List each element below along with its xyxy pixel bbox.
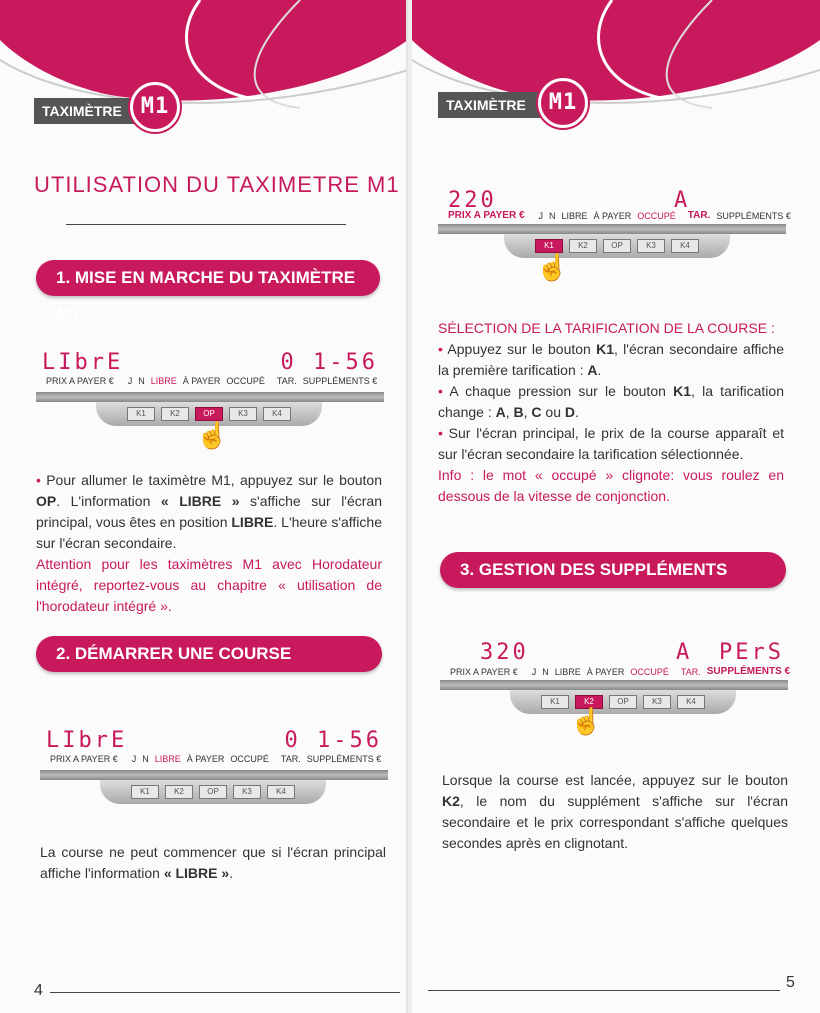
b2-c: C (531, 404, 542, 420)
meter-labels (46, 376, 378, 386)
label-apayer: À PAYER (182, 376, 221, 386)
label-tar: TAR. (687, 210, 711, 221)
b2-a: A (495, 404, 506, 420)
key-k3[interactable]: K3 (229, 407, 257, 421)
keypad (100, 780, 326, 804)
paragraph-3 (442, 770, 788, 854)
section-2-heading: 2. DÉMARRER UNE COURSE (36, 636, 382, 672)
label-occupe: OCCUPÉ (230, 754, 269, 764)
key-k1[interactable]: K1 (535, 239, 563, 253)
paragraph-1 (36, 470, 382, 617)
label-occupe: OCCUPÉ (637, 211, 676, 221)
meter-rail (438, 224, 786, 234)
secondary-screen: 0 1-56 (280, 350, 378, 375)
key-k2[interactable]: K2 (165, 785, 193, 799)
keypad (510, 690, 736, 714)
main-screen: LIbrE (46, 728, 128, 753)
label-apayer: À PAYER (186, 754, 225, 764)
label-j: J (127, 376, 133, 386)
label-supp: SUPPLÉMENTS € (716, 211, 791, 221)
label-prix: PRIX A PAYER € (448, 210, 525, 221)
meter-display-4 (440, 640, 791, 736)
key-k4[interactable]: K4 (677, 695, 705, 709)
p2-libre: « LIBRE » (163, 865, 230, 881)
key-op[interactable]: OP (195, 407, 223, 421)
logo-text: M1 (140, 94, 170, 119)
meter-labels (448, 210, 791, 221)
meter-labels (50, 754, 382, 764)
secondary-screen: A (676, 640, 693, 665)
main-screen: LIbrE (42, 350, 124, 375)
label-occupe: OCCUPÉ (630, 667, 669, 677)
key-k1[interactable]: K1 (131, 785, 159, 799)
label-libre: LIBRE (150, 376, 177, 386)
key-k1[interactable]: K1 (541, 695, 569, 709)
secondary-screen: A (674, 188, 691, 213)
tarification-heading: SÉLECTION DE LA TARIFICATION DE LA COURSE : (438, 320, 775, 336)
label-prix: PRIX A PAYER € (450, 667, 518, 677)
label-j: J (131, 754, 137, 764)
brand-label: TAXIMÈTRE (438, 92, 566, 118)
meter-rail (440, 680, 788, 690)
meter-rail (36, 392, 384, 402)
key-k1[interactable]: K1 (127, 407, 155, 421)
bullet-icon: • (36, 472, 47, 488)
label-libre: LIBRE (154, 754, 181, 764)
key-k3[interactable]: K3 (643, 695, 671, 709)
key-k4[interactable]: K4 (671, 239, 699, 253)
meter-labels (450, 666, 791, 677)
label-supp: SUPPLÉMENTS € (706, 666, 791, 677)
meter-rail (40, 770, 388, 780)
m1-logo (130, 82, 180, 132)
label-j: J (531, 667, 537, 677)
footer-line (50, 992, 400, 993)
label-apayer: À PAYER (586, 667, 625, 677)
info-text: Info : le mot « occupé » clignote: vous roulez en dessous de la vitesse de conjonction. (438, 467, 784, 504)
logo-text: M1 (548, 90, 578, 115)
tarification-section (438, 318, 784, 507)
right-page (412, 0, 820, 1013)
paragraph-2 (40, 842, 386, 884)
label-n: N (138, 376, 145, 386)
p3-text-a: Lorsque la course est lancée, appuyez sur le bouton (442, 772, 788, 788)
b1-text-a: Appuyez sur le bouton (447, 341, 597, 357)
section-1-heading: 1. MISE EN MARCHE DU TAXIMÈTRE M1 (36, 260, 380, 296)
left-page (0, 0, 408, 1013)
bullet-icon: • (438, 383, 450, 399)
footer-line (428, 990, 780, 991)
p1-libre-quote: « LIBRE » (160, 493, 240, 509)
b1-a: A (587, 362, 598, 378)
key-k2[interactable]: K2 (161, 407, 189, 421)
key-op[interactable]: OP (603, 239, 631, 253)
b2-k1: K1 (673, 383, 691, 399)
label-n: N (549, 211, 556, 221)
label-tar: TAR. (276, 376, 297, 386)
meter-display-3 (438, 188, 791, 282)
p2-text-a: La course ne peut commencer que si l'écran principal affiche l'information (40, 844, 386, 881)
p1-libre: LIBRE (231, 514, 274, 530)
b1-k1: K1 (596, 341, 615, 357)
b2-text-c: , la tarification change : (438, 383, 784, 420)
meter-display-1 (36, 350, 384, 450)
b1-text-c: , l'écran secondaire affiche la première tarification : (438, 341, 784, 378)
p2-text-c: . (229, 865, 234, 881)
supplement-screen: PErS (719, 640, 784, 665)
page-number: 5 (786, 974, 795, 991)
p1-text-c: . L'information (56, 493, 161, 509)
label-tar: TAR. (280, 754, 301, 764)
section-3-heading: 3. GESTION DES SUPPLÉMENTS (440, 552, 786, 588)
brand-label: TAXIMÈTRE (34, 98, 162, 124)
key-k4[interactable]: K4 (263, 407, 291, 421)
key-k3[interactable]: K3 (233, 785, 261, 799)
b1-text-e: . (597, 362, 602, 378)
label-libre: LIBRE (554, 667, 581, 677)
label-prix: PRIX A PAYER € (46, 376, 114, 386)
p1-warning: Attention pour les taximètres M1 avec Horodateur intégré, reportez-vous au chapitre « utilisation de l'horodateur intégré ». (36, 556, 382, 614)
b2-ou: ou (541, 404, 565, 420)
page-title: UTILISATION DU TAXIMETRE M1 (34, 172, 400, 197)
title-divider (66, 224, 346, 225)
label-supp: SUPPLÉMENTS € (306, 754, 382, 764)
p3-k2: K2 (442, 793, 460, 809)
pointing-hand-icon: ☝ (536, 252, 569, 282)
p3-text-c: , le nom du supplément s'affiche sur l'écran secondaire et le prix correspondant s'affiche quelques secondes après en clignotant. (442, 793, 788, 851)
meter-display-2 (40, 728, 388, 810)
pointing-hand-icon: ☝ (196, 420, 229, 450)
key-op[interactable]: OP (199, 785, 227, 799)
label-n: N (542, 667, 549, 677)
m1-logo (538, 78, 588, 128)
b2-d: D (564, 404, 576, 420)
label-libre: LIBRE (561, 211, 588, 221)
p1-text-a: Pour allumer le taximètre M1, appuyez sur le bouton (46, 472, 382, 488)
key-k2[interactable]: K2 (575, 695, 603, 709)
label-prix: PRIX A PAYER € (50, 754, 118, 764)
key-op[interactable]: OP (609, 695, 637, 709)
main-screen: 320 (480, 640, 529, 665)
key-k2[interactable]: K2 (569, 239, 597, 253)
b2-sep1: , (505, 404, 514, 420)
b2-sep2: , (523, 404, 532, 420)
label-n: N (142, 754, 149, 764)
p1-text-g: . L'heure s'affiche sur l'écran secondaire. (36, 514, 382, 551)
page-number: 4 (34, 982, 43, 999)
bullet-icon: • (438, 425, 449, 441)
label-supp: SUPPLÉMENTS € (302, 376, 378, 386)
p1-op: OP (36, 493, 57, 509)
pointing-hand-icon: ☝ (570, 706, 603, 736)
b2-b: B (513, 404, 524, 420)
label-j: J (538, 211, 544, 221)
p1-text-e: s'affiche sur l'écran principal, vous êtes en position (36, 493, 382, 530)
header-decoration (0, 0, 408, 110)
label-tar: TAR. (680, 667, 701, 677)
label-occupe: OCCUPÉ (226, 376, 265, 386)
b3-text: Sur l'écran principal, le prix de la course apparaît et sur l'écran secondaire la tarification sélectionnée. (438, 425, 784, 462)
bullet-icon: • (438, 341, 448, 357)
key-k4[interactable]: K4 (267, 785, 295, 799)
b2-text-a: A chaque pression sur le bouton (449, 383, 674, 399)
b2-end: . (575, 404, 579, 420)
main-screen: 220 (448, 188, 497, 213)
secondary-screen: 0 1-56 (284, 728, 382, 753)
label-apayer: À PAYER (593, 211, 632, 221)
key-k3[interactable]: K3 (637, 239, 665, 253)
